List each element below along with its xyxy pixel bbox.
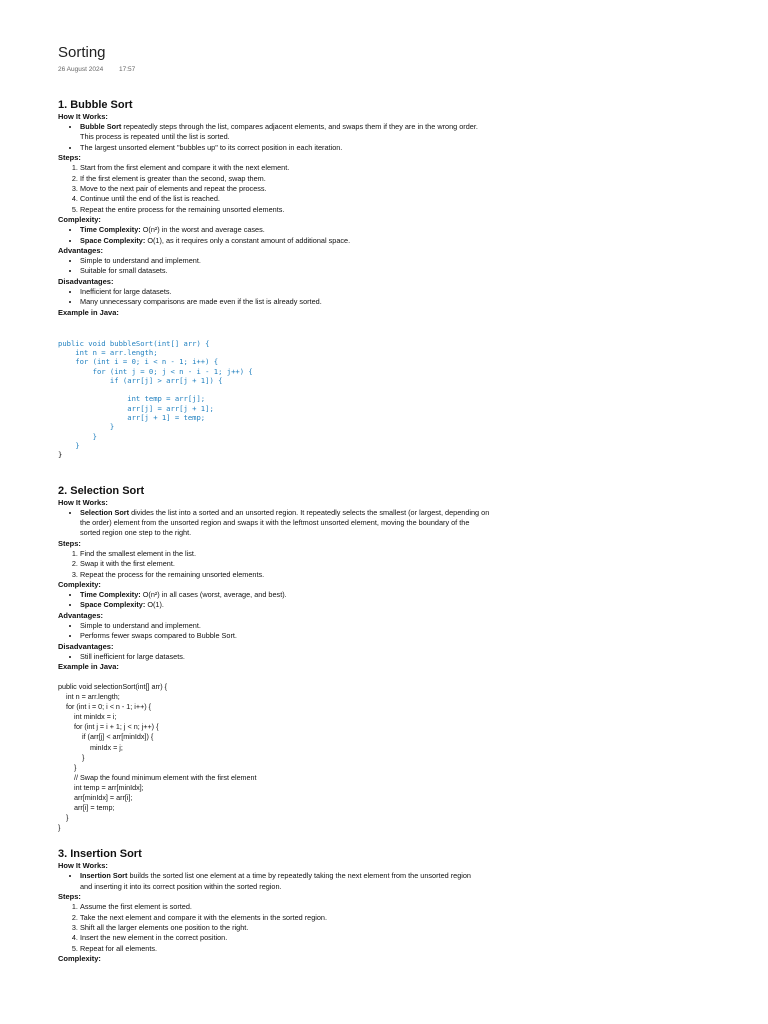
how-list xyxy=(58,508,490,539)
document-page xyxy=(58,44,718,964)
code-line: } xyxy=(58,752,85,762)
code-line: } xyxy=(58,422,115,432)
list-item: • Simple to understand and implement. xyxy=(80,256,718,266)
how-label: How It Works: xyxy=(58,861,108,871)
code-line: minIdx = j; xyxy=(58,742,123,752)
list-item: • Insertion Sort builds the sorted list one element at a time by repeatedly taking the next element from the unsorted region and inserting it into its correct position within the sorted region. xyxy=(80,871,480,892)
list-item: • Space Complexity: O(1). xyxy=(80,600,718,610)
code-line: public void selectionSort(int[] arr) { xyxy=(58,682,168,692)
code-line: for (int i = 0; i < n - 1; i++) { xyxy=(58,702,152,712)
section-insertion-sort xyxy=(58,847,718,964)
code-line: for (int i = 0; i < n - 1; i++) { xyxy=(58,357,219,367)
steps-list xyxy=(58,163,718,215)
how-list xyxy=(58,871,480,892)
list-item: • Time Complexity: O(n²) in the worst and average cases. xyxy=(80,225,718,235)
code-line: } xyxy=(58,823,61,833)
code-line: int minIdx = i; xyxy=(58,712,117,722)
code-block-selection xyxy=(58,682,718,833)
code-line: arr[j + 1] = temp; xyxy=(58,413,206,423)
page-time: 17:57 xyxy=(119,66,136,73)
complexity-label: Complexity: xyxy=(58,215,101,225)
list-item: 2. Swap it with the first element. xyxy=(80,559,718,569)
disadvantages-label: Disadvantages: xyxy=(58,276,114,286)
steps-label: Steps: xyxy=(58,538,81,548)
advantages-list xyxy=(58,621,718,642)
list-item: 3. Move to the next pair of elements and repeat the process. xyxy=(80,184,718,194)
section-bubble-sort xyxy=(58,98,718,460)
list-item: 4. Continue until the end of the list is reached. xyxy=(80,194,718,204)
complexity-list xyxy=(58,590,718,611)
section-heading: 2. Selection Sort xyxy=(58,484,145,497)
section-heading: 3. Insertion Sort xyxy=(58,848,142,861)
list-item: 5. Repeat the entire process for the remaining unsorted elements. xyxy=(80,205,718,215)
code-line: arr[j] = arr[j + 1]; xyxy=(58,403,214,413)
steps-label: Steps: xyxy=(58,153,81,163)
list-item: • Selection Sort divides the list into a sorted and an unsorted region. It repeatedly selects the smallest (or largest, depending on the order) element from the unsorted region and swaps it with the leftmost unsorted element, moving the boundary of the sorted region one step to the right. xyxy=(80,508,490,539)
code-line: public void bubbleSort(int[] arr) { xyxy=(58,338,210,348)
list-item: • Suitable for small datasets. xyxy=(80,266,718,276)
list-item: • Performs fewer swaps compared to Bubble Sort. xyxy=(80,631,718,641)
list-item: • Many unnecessary comparisons are made even if the list is already sorted. xyxy=(80,297,718,307)
code-line: int n = arr.length; xyxy=(58,347,158,357)
how-label: How It Works: xyxy=(58,112,108,121)
example-label: Example in Java: xyxy=(58,662,119,672)
code-line: arr[minIdx] = arr[i]; xyxy=(58,793,133,803)
code-line: int n = arr.length; xyxy=(58,692,120,702)
list-item: 2. Take the next element and compare it with the elements in the sorted region. xyxy=(80,913,718,923)
page-meta xyxy=(58,66,718,74)
code-line: } xyxy=(58,440,80,450)
advantages-list xyxy=(58,256,718,277)
code-line: // Swap the found minimum element with the first element xyxy=(58,772,257,782)
list-item: • Time Complexity: O(n²) in all cases (worst, average, and best). xyxy=(80,590,718,600)
list-item: 1. Find the smallest element in the list. xyxy=(80,549,718,559)
list-item: • Still inefficient for large datasets. xyxy=(80,652,718,662)
list-item: • Simple to understand and implement. xyxy=(80,621,718,631)
section-selection-sort xyxy=(58,484,718,834)
disadvantages-label: Disadvantages: xyxy=(58,641,114,651)
code-line: } xyxy=(58,431,97,441)
complexity-label: Complexity: xyxy=(58,954,101,964)
list-item: 3. Shift all the larger elements one position to the right. xyxy=(80,923,718,933)
code-line: int temp = arr[minIdx]; xyxy=(58,782,144,792)
code-line: } xyxy=(58,450,63,460)
page-title: Sorting xyxy=(58,44,106,61)
list-item: 4. Insert the new element in the correct position. xyxy=(80,933,718,943)
code-line: int temp = arr[j]; xyxy=(58,394,206,404)
list-item: 3. Repeat the process for the remaining unsorted elements. xyxy=(80,570,718,580)
steps-list xyxy=(58,902,718,954)
list-item: • Bubble Sort repeatedly steps through the list, compares adjacent elements, and swaps them if they are in the wrong order. This process is repeated until the list is sorted. xyxy=(80,122,480,143)
list-item: • The largest unsorted element "bubbles up" to its correct position in each iteration. xyxy=(80,143,480,153)
section-heading: 1. Bubble Sort xyxy=(58,99,133,111)
example-label: Example in Java: xyxy=(58,307,119,317)
disadvantages-list xyxy=(58,287,718,308)
code-line: if (arr[j] < arr[minIdx]) { xyxy=(58,732,154,742)
list-item: • Inefficient for large datasets. xyxy=(80,287,718,297)
code-line xyxy=(58,385,718,394)
list-item: 1. Start from the first element and compare it with the next element. xyxy=(80,163,718,173)
how-list xyxy=(58,122,480,153)
code-line: if (arr[j] > arr[j + 1]) { xyxy=(58,375,223,385)
advantages-label: Advantages: xyxy=(58,246,104,256)
disadvantages-list xyxy=(58,652,718,662)
complexity-label: Complexity: xyxy=(58,579,101,589)
advantages-label: Advantages: xyxy=(58,610,104,620)
page-date: 26 August 2024 xyxy=(58,66,104,73)
code-line: for (int j = i + 1; j < n; j++) { xyxy=(58,722,159,732)
list-item: • Space Complexity: O(1), as it requires only a constant amount of additional space. xyxy=(80,236,718,246)
code-line: for (int j = 0; j < n - i - 1; j++) { xyxy=(58,366,253,376)
code-line: } xyxy=(58,813,69,823)
list-item: 5. Repeat for all elements. xyxy=(80,944,718,954)
steps-list xyxy=(58,549,718,580)
complexity-list xyxy=(58,225,718,246)
how-label: How It Works: xyxy=(58,497,108,507)
list-item: 2. If the first element is greater than the second, swap them. xyxy=(80,174,718,184)
code-block-bubble xyxy=(58,339,718,460)
list-item: 1. Assume the first element is sorted. xyxy=(80,902,718,912)
code-line: arr[i] = temp; xyxy=(58,803,115,813)
code-line: } xyxy=(58,762,77,772)
steps-label: Steps: xyxy=(58,892,81,902)
